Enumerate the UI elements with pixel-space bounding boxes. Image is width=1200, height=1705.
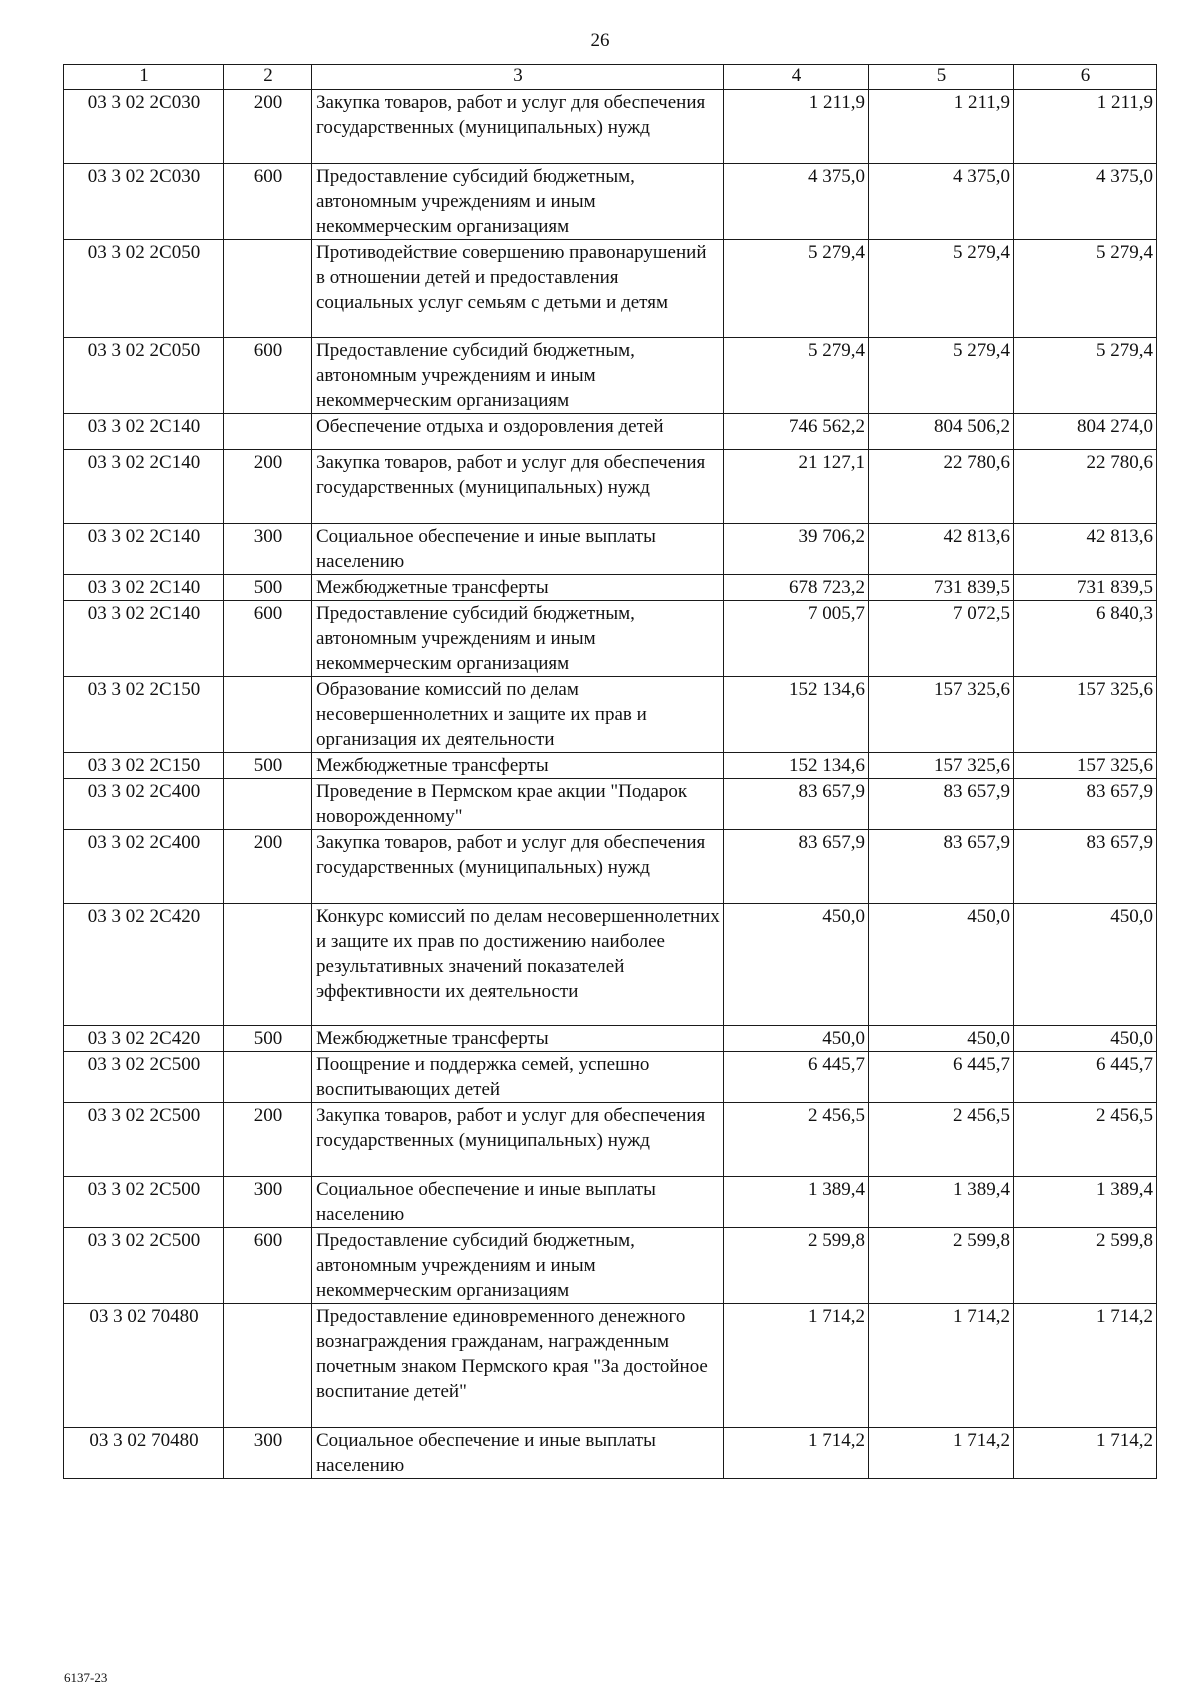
amount-col4-cell: 6 445,7 (724, 1052, 869, 1103)
table-row (64, 601, 1157, 677)
expense-type-cell: 200 (224, 830, 312, 904)
expense-type-cell: 300 (224, 1177, 312, 1228)
target-code-cell: 03 3 02 2С420 (64, 1026, 224, 1052)
target-code-cell: 03 3 02 2С150 (64, 677, 224, 753)
amount-col6-cell: 6 445,7 (1014, 1052, 1157, 1103)
amount-col5-cell: 450,0 (869, 904, 1014, 1026)
amount-col6-cell: 6 840,3 (1014, 601, 1157, 677)
amount-col6-cell: 1 211,9 (1014, 90, 1157, 164)
amount-col5-cell: 83 657,9 (869, 779, 1014, 830)
target-code-cell: 03 3 02 2С050 (64, 338, 224, 414)
expense-type-cell (224, 904, 312, 1026)
amount-col6-cell: 450,0 (1014, 1026, 1157, 1052)
target-code-cell: 03 3 02 2С400 (64, 830, 224, 904)
amount-col5-cell: 450,0 (869, 1026, 1014, 1052)
amount-col6-cell: 1 389,4 (1014, 1177, 1157, 1228)
table-row (64, 1103, 1157, 1177)
amount-col4-cell: 1 714,2 (724, 1428, 869, 1479)
item-name-cell: Противодействие совершению правонарушений в отношении детей и предоставления социальных услуг семьям с детьми и детям (312, 240, 724, 338)
column-header-4: 4 (724, 65, 869, 90)
amount-col4-cell: 152 134,6 (724, 753, 869, 779)
item-name-cell: Межбюджетные трансферты (312, 753, 724, 779)
amount-col5-cell: 157 325,6 (869, 753, 1014, 779)
expense-type-cell: 600 (224, 1228, 312, 1304)
target-code-cell: 03 3 02 2С500 (64, 1052, 224, 1103)
expense-type-cell: 300 (224, 1428, 312, 1479)
amount-col5-cell: 4 375,0 (869, 164, 1014, 240)
amount-col6-cell: 42 813,6 (1014, 524, 1157, 575)
expense-type-cell: 500 (224, 575, 312, 601)
target-code-cell: 03 3 02 70480 (64, 1304, 224, 1428)
header-row (64, 65, 1157, 90)
page-number: 26 (590, 30, 610, 51)
amount-col6-cell: 83 657,9 (1014, 830, 1157, 904)
column-header-1: 1 (64, 65, 224, 90)
item-name-cell: Закупка товаров, работ и услуг для обеспечения государственных (муниципальных) нужд (312, 1103, 724, 1177)
amount-col4-cell: 5 279,4 (724, 240, 869, 338)
amount-col5-cell: 5 279,4 (869, 240, 1014, 338)
expense-type-cell: 600 (224, 164, 312, 240)
amount-col6-cell: 5 279,4 (1014, 338, 1157, 414)
table-row (64, 240, 1157, 338)
amount-col5-cell: 6 445,7 (869, 1052, 1014, 1103)
table-row (64, 1026, 1157, 1052)
table-row (64, 904, 1157, 1026)
amount-col6-cell: 22 780,6 (1014, 450, 1157, 524)
expense-type-cell: 300 (224, 524, 312, 575)
target-code-cell: 03 3 02 2С140 (64, 414, 224, 450)
amount-col6-cell: 804 274,0 (1014, 414, 1157, 450)
amount-col4-cell: 1 389,4 (724, 1177, 869, 1228)
document-id: 6137-23 (64, 1670, 108, 1685)
column-header-3: 3 (312, 65, 724, 90)
table-row (64, 164, 1157, 240)
item-name-cell: Поощрение и поддержка семей, успешно воспитывающих детей (312, 1052, 724, 1103)
amount-col4-cell: 2 456,5 (724, 1103, 869, 1177)
item-name-cell: Предоставление субсидий бюджетным, автономным учреждениям и иным некоммерческим организациям (312, 1228, 724, 1304)
amount-col6-cell: 83 657,9 (1014, 779, 1157, 830)
item-name-cell: Предоставление единовременного денежного вознаграждения гражданам, награжденным почетным знаком Пермского края "За достойное воспитание детей" (312, 1304, 724, 1428)
item-name-cell: Социальное обеспечение и иные выплаты населению (312, 1177, 724, 1228)
amount-col4-cell: 83 657,9 (724, 779, 869, 830)
table-row (64, 830, 1157, 904)
table-row (64, 1304, 1157, 1428)
target-code-cell: 03 3 02 2С400 (64, 779, 224, 830)
item-name-cell: Закупка товаров, работ и услуг для обеспечения государственных (муниципальных) нужд (312, 830, 724, 904)
table-row (64, 575, 1157, 601)
amount-col4-cell: 1 211,9 (724, 90, 869, 164)
table-row (64, 1228, 1157, 1304)
amount-col5-cell: 83 657,9 (869, 830, 1014, 904)
expense-type-cell: 600 (224, 338, 312, 414)
amount-col5-cell: 157 325,6 (869, 677, 1014, 753)
amount-col6-cell: 731 839,5 (1014, 575, 1157, 601)
amount-col6-cell: 450,0 (1014, 904, 1157, 1026)
amount-col6-cell: 1 714,2 (1014, 1428, 1157, 1479)
item-name-cell: Закупка товаров, работ и услуг для обеспечения государственных (муниципальных) нужд (312, 90, 724, 164)
item-name-cell: Социальное обеспечение и иные выплаты населению (312, 524, 724, 575)
expense-type-cell (224, 779, 312, 830)
item-name-cell: Межбюджетные трансферты (312, 575, 724, 601)
table-row (64, 524, 1157, 575)
table-row (64, 1428, 1157, 1479)
item-name-cell: Предоставление субсидий бюджетным, автономным учреждениям и иным некоммерческим организациям (312, 164, 724, 240)
target-code-cell: 03 3 02 2С500 (64, 1228, 224, 1304)
item-name-cell: Предоставление субсидий бюджетным, автономным учреждениям и иным некоммерческим организациям (312, 338, 724, 414)
amount-col5-cell: 22 780,6 (869, 450, 1014, 524)
amount-col4-cell: 746 562,2 (724, 414, 869, 450)
item-name-cell: Предоставление субсидий бюджетным, автономным учреждениям и иным некоммерческим организациям (312, 601, 724, 677)
amount-col4-cell: 678 723,2 (724, 575, 869, 601)
target-code-cell: 03 3 02 2С150 (64, 753, 224, 779)
table-row (64, 414, 1157, 450)
amount-col5-cell: 1 389,4 (869, 1177, 1014, 1228)
amount-col5-cell: 2 456,5 (869, 1103, 1014, 1177)
table-row (64, 779, 1157, 830)
amount-col5-cell: 7 072,5 (869, 601, 1014, 677)
table-row (64, 90, 1157, 164)
table-row (64, 450, 1157, 524)
amount-col4-cell: 152 134,6 (724, 677, 869, 753)
item-name-cell: Обеспечение отдыха и оздоровления детей (312, 414, 724, 450)
amount-col5-cell: 1 714,2 (869, 1304, 1014, 1428)
table-row (64, 338, 1157, 414)
amount-col4-cell: 450,0 (724, 904, 869, 1026)
amount-col6-cell: 157 325,6 (1014, 753, 1157, 779)
target-code-cell: 03 3 02 2С500 (64, 1177, 224, 1228)
target-code-cell: 03 3 02 2С030 (64, 164, 224, 240)
target-code-cell: 03 3 02 70480 (64, 1428, 224, 1479)
amount-col4-cell: 83 657,9 (724, 830, 869, 904)
amount-col4-cell: 4 375,0 (724, 164, 869, 240)
expense-type-cell: 500 (224, 1026, 312, 1052)
target-code-cell: 03 3 02 2С140 (64, 524, 224, 575)
amount-col5-cell: 2 599,8 (869, 1228, 1014, 1304)
amount-col6-cell: 2 599,8 (1014, 1228, 1157, 1304)
item-name-cell: Социальное обеспечение и иные выплаты населению (312, 1428, 724, 1479)
amount-col4-cell: 21 127,1 (724, 450, 869, 524)
amount-col5-cell: 5 279,4 (869, 338, 1014, 414)
target-code-cell: 03 3 02 2С140 (64, 601, 224, 677)
amount-col4-cell: 450,0 (724, 1026, 869, 1052)
amount-col5-cell: 1 714,2 (869, 1428, 1014, 1479)
expense-type-cell: 200 (224, 450, 312, 524)
expense-type-cell: 200 (224, 90, 312, 164)
amount-col5-cell: 1 211,9 (869, 90, 1014, 164)
amount-col6-cell: 2 456,5 (1014, 1103, 1157, 1177)
expense-type-cell (224, 240, 312, 338)
amount-col6-cell: 157 325,6 (1014, 677, 1157, 753)
budget-table (63, 64, 1157, 1479)
column-header-2: 2 (224, 65, 312, 90)
target-code-cell: 03 3 02 2С420 (64, 904, 224, 1026)
amount-col4-cell: 39 706,2 (724, 524, 869, 575)
expense-type-cell: 600 (224, 601, 312, 677)
expense-type-cell (224, 677, 312, 753)
column-header-5: 5 (869, 65, 1014, 90)
table-row (64, 1052, 1157, 1103)
table-row (64, 753, 1157, 779)
item-name-cell: Конкурс комиссий по делам несовершеннолетних и защите их прав по достижению наиболее результативных значений показателей эффективности их деятельности (312, 904, 724, 1026)
column-header-6: 6 (1014, 65, 1157, 90)
expense-type-cell (224, 1304, 312, 1428)
amount-col4-cell: 2 599,8 (724, 1228, 869, 1304)
item-name-cell: Межбюджетные трансферты (312, 1026, 724, 1052)
table-row (64, 677, 1157, 753)
table-row (64, 1177, 1157, 1228)
target-code-cell: 03 3 02 2С030 (64, 90, 224, 164)
expense-type-cell: 500 (224, 753, 312, 779)
target-code-cell: 03 3 02 2С140 (64, 450, 224, 524)
item-name-cell: Проведение в Пермском крае акции "Подарок новорожденному" (312, 779, 724, 830)
expense-type-cell (224, 1052, 312, 1103)
amount-col6-cell: 5 279,4 (1014, 240, 1157, 338)
target-code-cell: 03 3 02 2С050 (64, 240, 224, 338)
target-code-cell: 03 3 02 2С500 (64, 1103, 224, 1177)
item-name-cell: Образование комиссий по делам несовершеннолетних и защите их прав и организация их деятельности (312, 677, 724, 753)
amount-col5-cell: 42 813,6 (869, 524, 1014, 575)
amount-col4-cell: 5 279,4 (724, 338, 869, 414)
amount-col6-cell: 4 375,0 (1014, 164, 1157, 240)
expense-type-cell: 200 (224, 1103, 312, 1177)
expense-type-cell (224, 414, 312, 450)
amount-col5-cell: 731 839,5 (869, 575, 1014, 601)
amount-col4-cell: 1 714,2 (724, 1304, 869, 1428)
amount-col4-cell: 7 005,7 (724, 601, 869, 677)
item-name-cell: Закупка товаров, работ и услуг для обеспечения государственных (муниципальных) нужд (312, 450, 724, 524)
target-code-cell: 03 3 02 2С140 (64, 575, 224, 601)
amount-col6-cell: 1 714,2 (1014, 1304, 1157, 1428)
amount-col5-cell: 804 506,2 (869, 414, 1014, 450)
